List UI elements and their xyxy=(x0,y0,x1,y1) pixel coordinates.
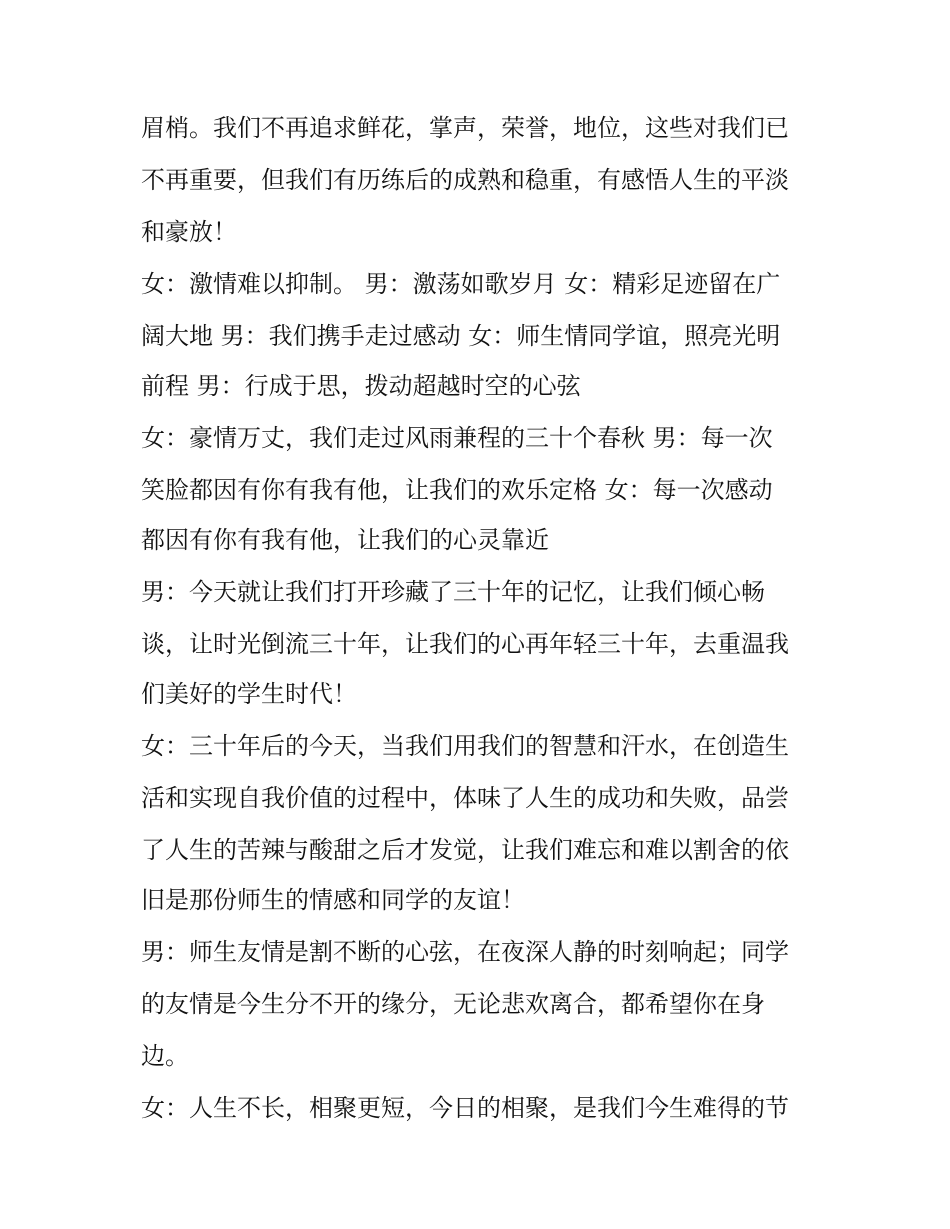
text-line: 女：人生不长，相聚更短，今日的相聚，是我们今生难得的节 xyxy=(141,1094,789,1122)
text-line: 都因有你有我有他，让我们的心灵靠近 xyxy=(141,526,549,554)
text-line: 们美好的学生时代！ xyxy=(141,680,357,708)
text-line: 女：激情难以抑制。 男：激荡如歌岁月 女：精彩足迹留在广 xyxy=(141,270,781,298)
text-line: 男：师生友情是割不断的心弦，在夜深人静的时刻响起；同学 xyxy=(141,938,789,966)
text-line: 和豪放！ xyxy=(141,218,237,246)
text-line: 女：豪情万丈，我们走过风雨兼程的三十个春秋 男：每一次 xyxy=(141,424,773,452)
text-line: 谈，让时光倒流三十年，让我们的心再年轻三十年，去重温我 xyxy=(141,630,789,658)
text-line: 男：今天就让我们打开珍藏了三十年的记忆，让我们倾心畅 xyxy=(141,578,765,606)
text-line: 了人生的苦辣与酸甜之后才发觉，让我们难忘和难以割舍的依 xyxy=(141,836,789,864)
text-line: 不再重要，但我们有历练后的成熟和稳重，有感悟人生的平淡 xyxy=(141,166,789,194)
text-line: 的友情是今生分不开的缘分，无论悲欢离合，都希望你在身 xyxy=(141,990,765,1018)
text-line: 眉梢。我们不再追求鲜花，掌声，荣誉，地位，这些对我们已 xyxy=(141,114,789,142)
text-line: 笑脸都因有你有我有他，让我们的欢乐定格 女：每一次感动 xyxy=(141,476,773,504)
text-line: 阔大地 男：我们携手走过感动 女：师生情同学谊，照亮光明 xyxy=(141,322,781,350)
text-line: 活和实现自我价值的过程中，体味了人生的成功和失败，品尝 xyxy=(141,784,789,812)
text-line: 旧是那份师生的情感和同学的友谊！ xyxy=(141,886,525,914)
text-line: 前程 男：行成于思，拨动超越时空的心弦 xyxy=(141,372,581,400)
text-line: 边。 xyxy=(141,1042,189,1070)
text-line: 女：三十年后的今天，当我们用我们的智慧和汗水，在创造生 xyxy=(141,732,789,760)
